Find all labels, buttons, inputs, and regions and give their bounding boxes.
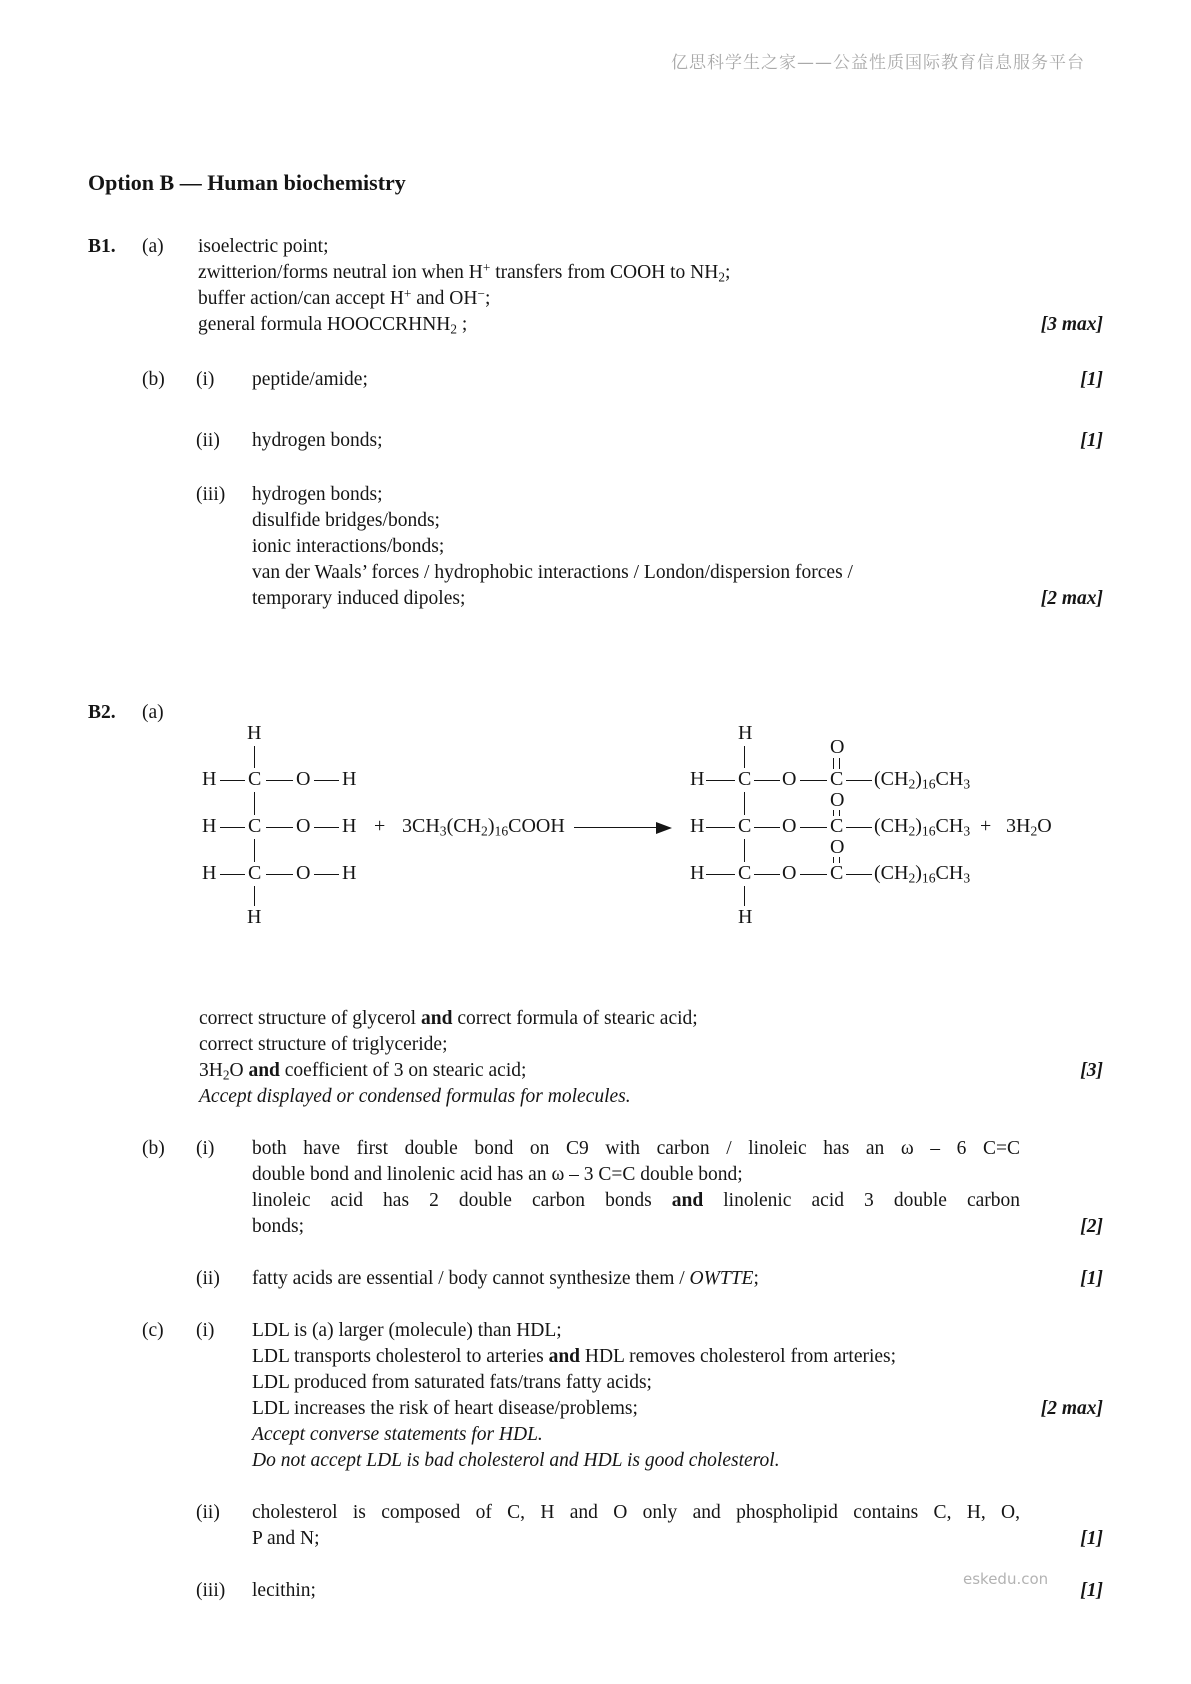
atom-label: O [296, 768, 311, 790]
part-label: (a) [142, 236, 164, 257]
answer-text: peptide/amide; [252, 369, 368, 390]
answer-text: Do not accept LDL is bad cholesterol and HDL is good cholesterol. [252, 1450, 780, 1471]
reaction-arrow-head [656, 822, 672, 834]
reaction-arrow-line [574, 827, 658, 828]
answer-text: temporary induced dipoles; [252, 588, 466, 609]
header-watermark: 亿思科学生之家——公益性质国际教育信息服务平台 [671, 53, 1085, 73]
part-label: (a) [142, 702, 164, 723]
bond-horizontal [706, 874, 735, 875]
atom-label: + [374, 815, 386, 837]
bond-horizontal [754, 874, 780, 875]
bond-horizontal [706, 780, 735, 781]
part-label: (b) [142, 1138, 165, 1159]
atom-label: H [342, 768, 357, 790]
atom-label: O [782, 768, 797, 790]
atom-label: C [248, 768, 262, 790]
marks-badge: [1] [1080, 369, 1103, 390]
atom-label: C [248, 815, 262, 837]
double-bond [839, 758, 840, 769]
subpart-label: (i) [196, 1320, 215, 1341]
answer-text: correct structure of glycerol and correct formula of stearic acid; [199, 1008, 698, 1029]
answer-text: LDL is (a) larger (molecule) than HDL; [252, 1320, 562, 1341]
footer-watermark: eskedu.con [963, 1570, 1049, 1588]
atom-label: H [690, 768, 705, 790]
atom-label: + [980, 815, 992, 837]
bond-horizontal [314, 780, 339, 781]
answer-text: hydrogen bonds; [252, 430, 383, 451]
atom-label: C [738, 862, 752, 884]
atom-label: H [738, 906, 753, 928]
bond-vertical [744, 839, 745, 862]
bond-vertical [744, 746, 745, 768]
subpart-label: (ii) [196, 430, 220, 451]
atom-label: O [830, 836, 845, 858]
atom-label: $3CH_3(CH_2)_{16}COOH$ [402, 815, 565, 839]
subpart-label: (i) [196, 369, 215, 390]
bond-horizontal [846, 874, 872, 875]
double-bond [833, 758, 834, 769]
answer-text: bonds; [252, 1216, 305, 1237]
atom-label: H [342, 815, 357, 837]
bond-horizontal [754, 827, 780, 828]
atom-label: O [782, 862, 797, 884]
atom-label: H [342, 862, 357, 884]
atom-label: H [247, 906, 262, 928]
bond-horizontal [846, 827, 872, 828]
bond-vertical [744, 886, 745, 906]
part-label: (b) [142, 369, 165, 390]
bond-horizontal [266, 827, 293, 828]
marks-badge: [2 max] [1040, 1398, 1103, 1419]
bond-horizontal [314, 827, 339, 828]
atom-label: C [738, 815, 752, 837]
atom-label: C [248, 862, 262, 884]
answer-text: van der Waals’ forces / hydrophobic interactions / London/dispersion forces / [252, 562, 853, 583]
question-number: B1. [88, 236, 116, 257]
answer-text: cholesterol is composed of C, H and O only and phospholipid contains C, H, O, [252, 1502, 1020, 1523]
marks-badge: [2 max] [1040, 588, 1103, 609]
marks-badge: [3] [1080, 1060, 1103, 1081]
atom-label: H [738, 722, 753, 744]
answer-text: LDL produced from saturated fats/trans fatty acids; [252, 1372, 652, 1393]
answer-text: Accept displayed or condensed formulas for molecules. [199, 1086, 631, 1107]
atom-label: H [202, 768, 217, 790]
atom-label: O [830, 736, 845, 758]
bond-horizontal [220, 780, 245, 781]
bond-horizontal [266, 874, 293, 875]
answer-text: LDL increases the risk of heart disease/problems; [252, 1398, 638, 1419]
answer-text: both have first double bond on C9 with carbon / linoleic has an ω – 6 C=C [252, 1138, 1020, 1159]
bond-vertical [254, 886, 255, 906]
subpart-label: (iii) [196, 484, 226, 505]
atom-label: H [690, 815, 705, 837]
answer-text: fatty acids are essential / body cannot synthesize them / OWTTE; [252, 1268, 759, 1289]
double-bond [839, 857, 840, 863]
marks-badge: [1] [1080, 430, 1103, 451]
bond-horizontal [220, 874, 245, 875]
answer-text: correct structure of triglyceride; [199, 1034, 448, 1055]
double-bond [833, 810, 834, 816]
bond-vertical [254, 839, 255, 862]
page-title: Option B — Human biochemistry [88, 170, 406, 195]
bond-horizontal [800, 874, 827, 875]
answer-text: ionic interactions/bonds; [252, 536, 445, 557]
atom-label: $3H_2O$ [1006, 815, 1052, 839]
bond-horizontal [800, 780, 827, 781]
answer-text: lecithin; [252, 1580, 316, 1601]
atom-label: H [202, 862, 217, 884]
double-bond [833, 857, 834, 863]
double-bond [839, 810, 840, 816]
atom-label: $(CH_2)_{16}CH_3$ [874, 768, 971, 792]
atom-label: H [690, 862, 705, 884]
atom-label: C [738, 768, 752, 790]
atom-label: C [830, 862, 844, 884]
answer-text: zwitterion/forms neutral ion when H+ transfers from COOH to $NH_2$; [198, 260, 731, 285]
bond-horizontal [754, 780, 780, 781]
bond-horizontal [266, 780, 293, 781]
answer-text: Accept converse statements for HDL. [252, 1424, 543, 1445]
answer-text: double bond and linolenic acid has an ω – 3 C=C double bond; [252, 1164, 743, 1185]
bond-horizontal [846, 780, 872, 781]
bond-horizontal [800, 827, 827, 828]
bond-horizontal [220, 827, 245, 828]
answer-text: disulfide bridges/bonds; [252, 510, 440, 531]
atom-label: C [830, 815, 844, 837]
bond-horizontal [706, 827, 735, 828]
answer-text: isoelectric point; [198, 236, 329, 257]
atom-label: C [830, 768, 844, 790]
subpart-label: (i) [196, 1138, 215, 1159]
bond-horizontal [314, 874, 339, 875]
bond-vertical [744, 792, 745, 815]
marks-badge: [1] [1080, 1580, 1103, 1601]
answer-text: LDL transports cholesterol to arteries and HDL removes cholesterol from arteries; [252, 1346, 897, 1367]
answer-text: hydrogen bonds; [252, 484, 383, 505]
bond-vertical [254, 792, 255, 815]
atom-label: H [202, 815, 217, 837]
atom-label: O [782, 815, 797, 837]
subpart-label: (ii) [196, 1268, 220, 1289]
atom-label: O [830, 789, 845, 811]
subpart-label: (ii) [196, 1502, 220, 1523]
atom-label: $(CH_2)_{16}CH_3$ [874, 862, 971, 886]
atom-label: H [247, 722, 262, 744]
answer-text: P and N; [252, 1528, 320, 1549]
subpart-label: (iii) [196, 1580, 226, 1601]
answer-text: $3H_2O$ and coefficient of 3 on stearic acid; [199, 1060, 527, 1083]
marks-badge: [2] [1080, 1216, 1103, 1237]
bond-vertical [254, 746, 255, 768]
question-number: B2. [88, 702, 116, 723]
atom-label: O [296, 815, 311, 837]
answer-text: buffer action/can accept H+ and OH−; [198, 286, 491, 309]
marks-badge: [1] [1080, 1268, 1103, 1289]
marks-badge: [1] [1080, 1528, 1103, 1549]
answer-text: general formula $HOOCCRHNH_2$ ; [198, 314, 468, 337]
answer-text: linoleic acid has 2 double carbon bonds and linolenic acid 3 double carbon [252, 1190, 1020, 1211]
atom-label: O [296, 862, 311, 884]
atom-label: $(CH_2)_{16}CH_3$ [874, 815, 971, 839]
part-label: (c) [142, 1320, 164, 1341]
marks-badge: [3 max] [1040, 314, 1103, 335]
